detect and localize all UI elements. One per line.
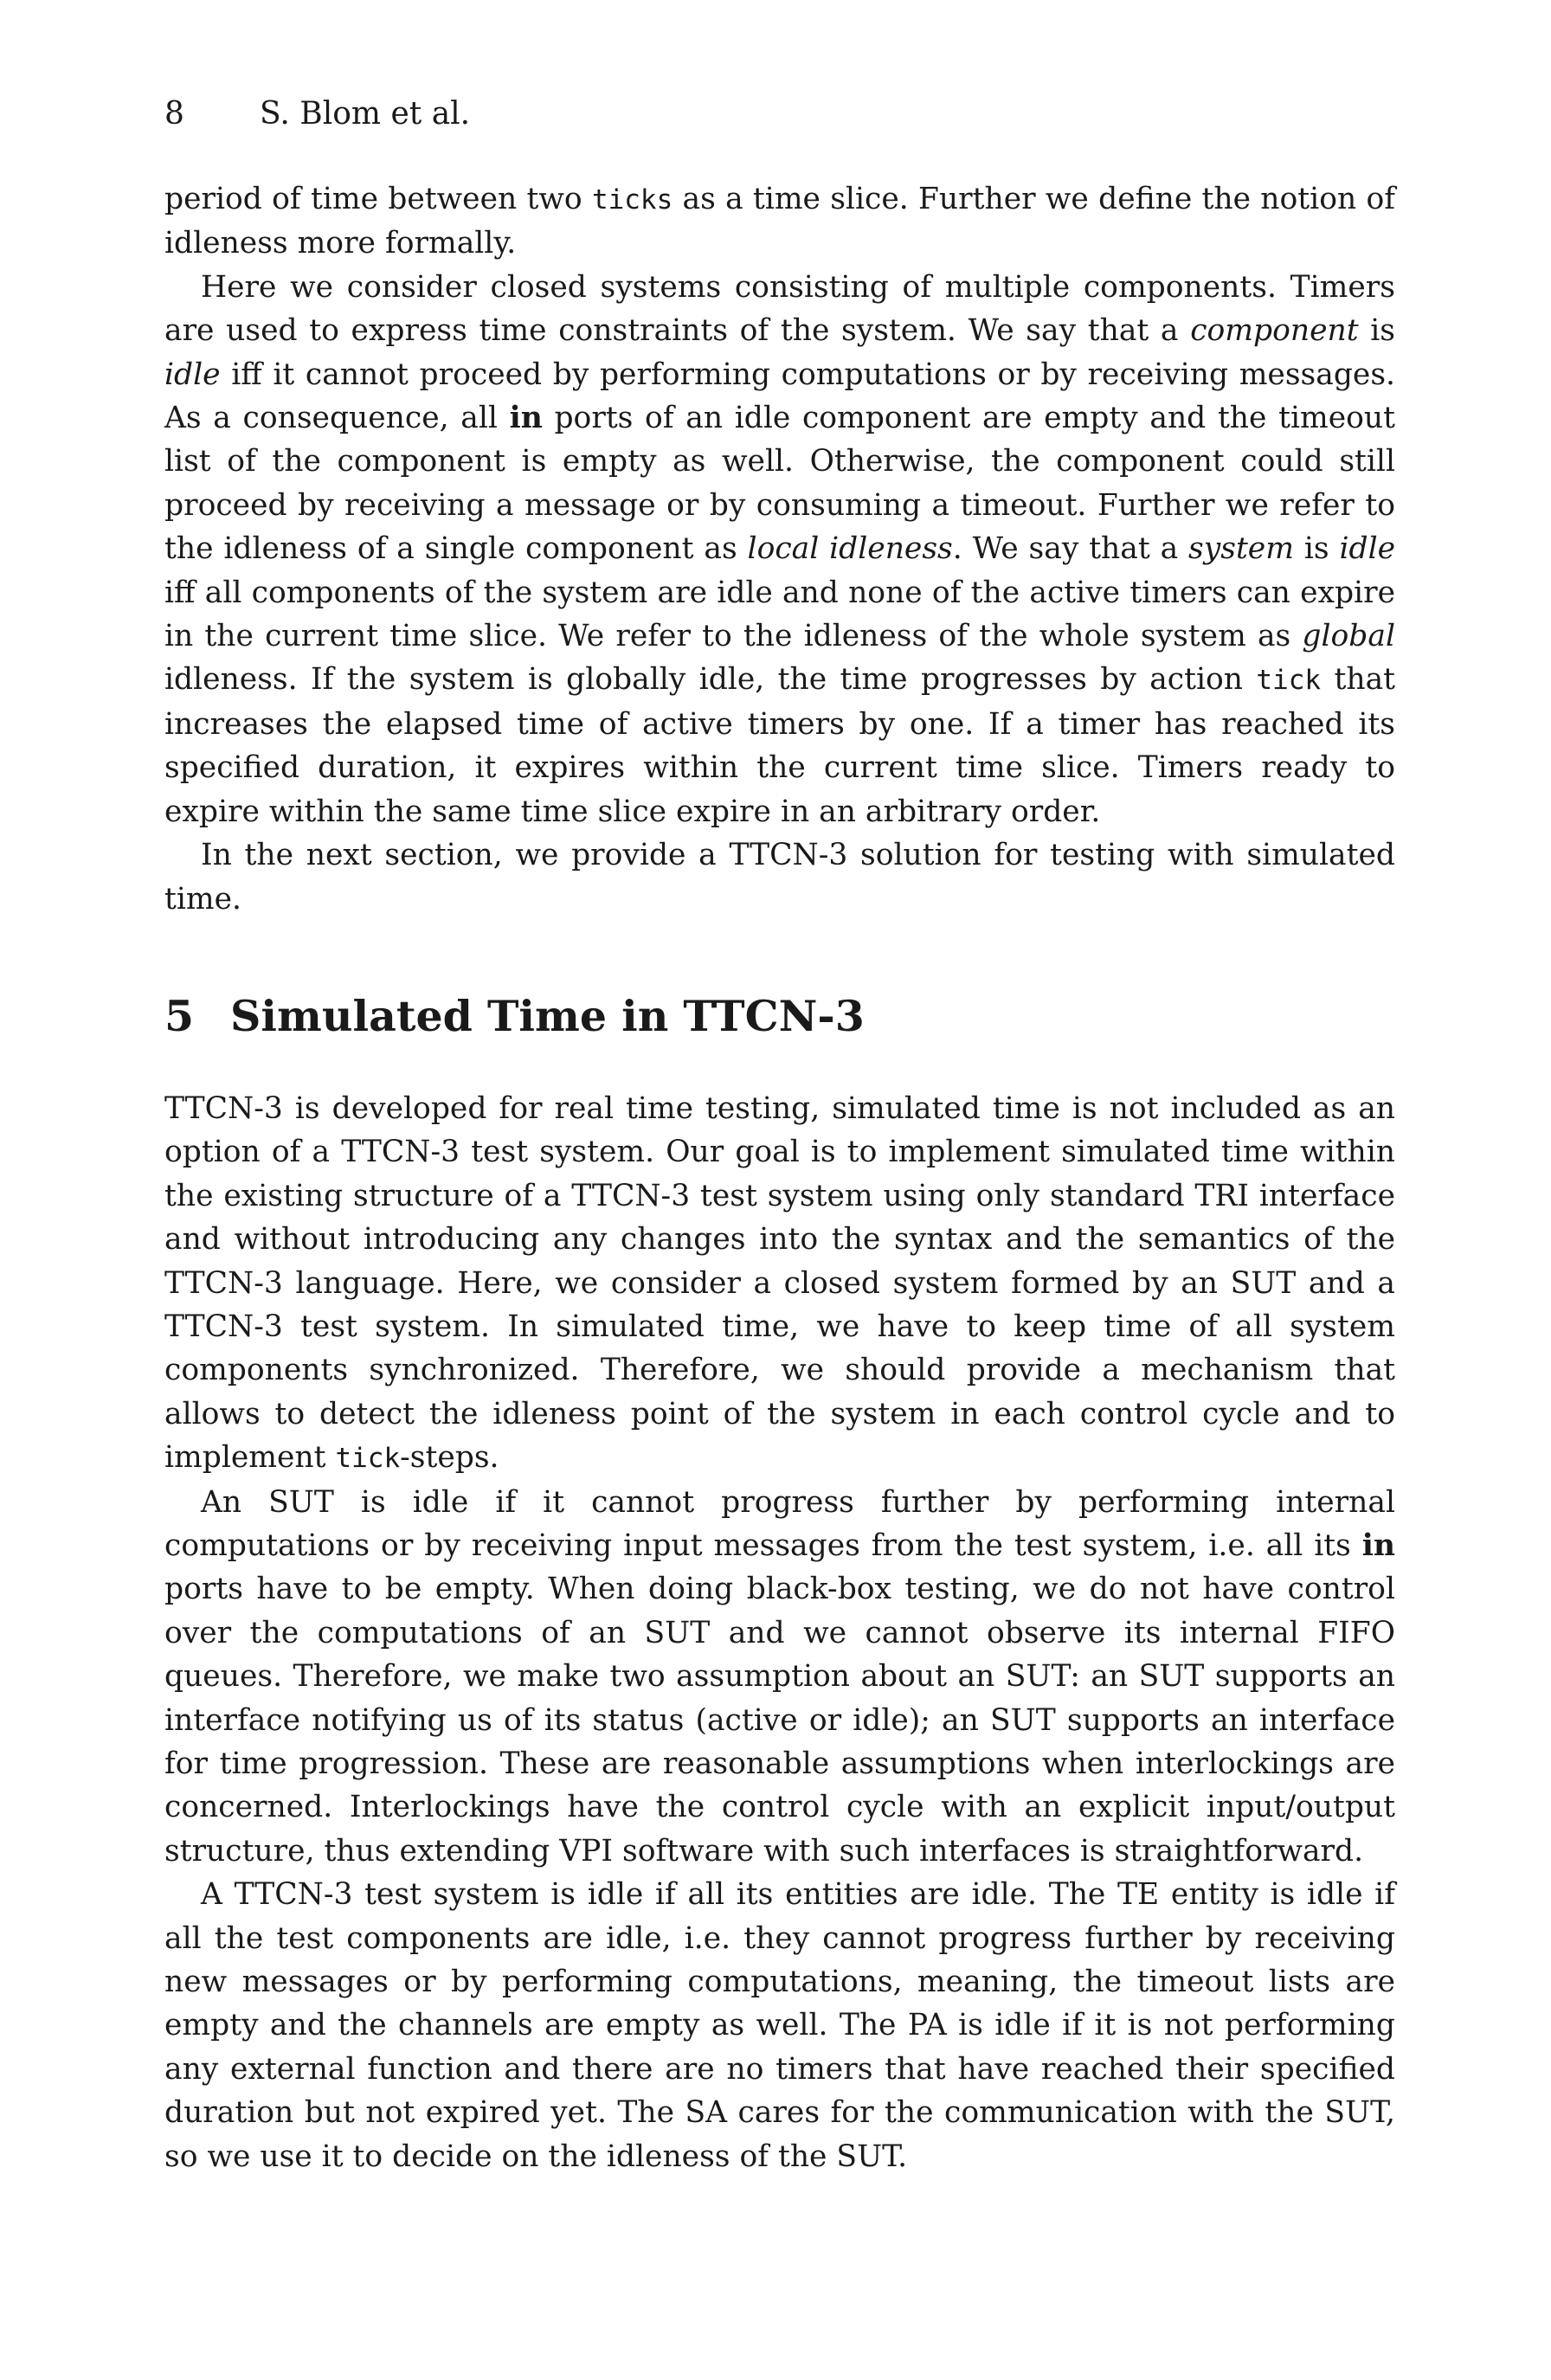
emphasis-idle: idle — [1339, 531, 1396, 567]
paragraph-3: In the next section, we provide a TTCN-3 solution for testing with simulated time. — [164, 838, 1395, 917]
paragraph-4 — [164, 1087, 1395, 1481]
paragraph-6: A TTCN-3 test system is idle if all its entities are idle. The TE entity is idle if all the test components are idle, i.e. they cannot progress further by receiving new messages or by performing computations, meaning, the timeout lists are empty and the channels are empty as well. The PA is idle if it is not performing any external function and there are no timers that have reached their specified duration but not expired yet. The SA cares for the communication with the SUT, so we use it to decide on the idleness of the SUT. — [164, 1877, 1395, 2174]
section-heading — [164, 990, 1395, 1042]
paragraph-5 — [164, 1481, 1395, 1874]
text-run: that increases the elapsed time of active timers by one. If a timer has reached its specified duration, it expires within the current time slice. Timers ready to expire within the same time slice expire in an arbitrary order. — [164, 662, 1396, 829]
page-number: 8 — [164, 96, 184, 132]
running-head — [164, 93, 470, 135]
section-title: Simulated Time in TTCN-3 — [230, 990, 865, 1041]
text-run: idleness. If the system is globally idle, the time progresses by action — [164, 662, 1257, 698]
emphasis-global: global — [1302, 619, 1395, 654]
text-run: . We say that a — [952, 531, 1189, 567]
running-head-authors: S. Blom et al. — [260, 96, 471, 132]
section-number: 5 — [164, 990, 195, 1041]
code-ticks: ticks — [591, 184, 673, 215]
emphasis-idle: idle — [164, 357, 221, 392]
text-run: iff all components of the system are idle and none of the active timers can expire in the current time slice. We refer to the idleness of the whole system as — [164, 575, 1395, 654]
text-run: iff it cannot proceed by performing computations or by receiving messages. As a consequence, all — [164, 357, 1395, 436]
text-run: is — [1293, 531, 1340, 567]
text-run: TTCN-3 is developed for real time testing, simulated time is not included as an option of a TTCN-3 test system. Our goal is to implement simulated time within the existing structure of a TTCN-3 test system using only standard TRI interface and without introducing any changes into the syntax and the semantics of the TTCN-3 language. Here, we consider a closed system formed by an SUT and a TTCN-3 test system. In simulated time, we have to keep time of all system components synchronized. Therefore, we should provide a mechanism that allows to detect the idleness point of the system in each control cycle and to implement — [164, 1090, 1395, 1476]
text-run: is — [1358, 313, 1395, 349]
text-run: as a time slice. Further we define the notion of idleness more formally. — [164, 182, 1395, 261]
text-run: ports have to be empty. When doing black-box testing, we do not have control over the computations of an SUT and we cannot observe its internal FIFO queues. Therefore, we make two assumption about an SUT: an SUT supports an interface notifying us of its status (active or idle); an SUT supports an interface for time progression. These are reasonable assumptions when interlockings are concerned. Interlockings have the control cycle with an explicit input/output structure, thus extending VPI software with such interfaces is straightforward. — [164, 1572, 1395, 1869]
text-run: An SUT is idle if it cannot progress further by performing internal computations or by receiving input messages from the test system, i.e. all its — [164, 1484, 1395, 1563]
emphasis-system: system — [1188, 531, 1294, 567]
text-run: ports of an idle component are empty and the timeout list of the component is empty as well. Otherwise, the component could still proceed by receiving a message or by consuming a timeout. Further we refer to the idleness of a single component as — [164, 401, 1395, 567]
keyword-in: in — [509, 401, 543, 436]
text-run: Here we consider closed systems consisting of multiple components. Timers are used to express time constraints of the system. We say that a — [164, 269, 1395, 349]
keyword-in: in — [1361, 1528, 1395, 1563]
emphasis-component: component — [1190, 313, 1359, 349]
text-run: period of time between two — [164, 182, 592, 216]
code-tick: tick — [335, 1443, 401, 1475]
text-run: -steps. — [400, 1440, 499, 1476]
code-tick: tick — [1256, 665, 1322, 697]
emphasis-local-idleness: local idleness — [747, 531, 953, 567]
paragraph-1 — [164, 177, 1395, 266]
paragraph-2 — [164, 266, 1395, 833]
body-text — [164, 177, 1395, 2178]
